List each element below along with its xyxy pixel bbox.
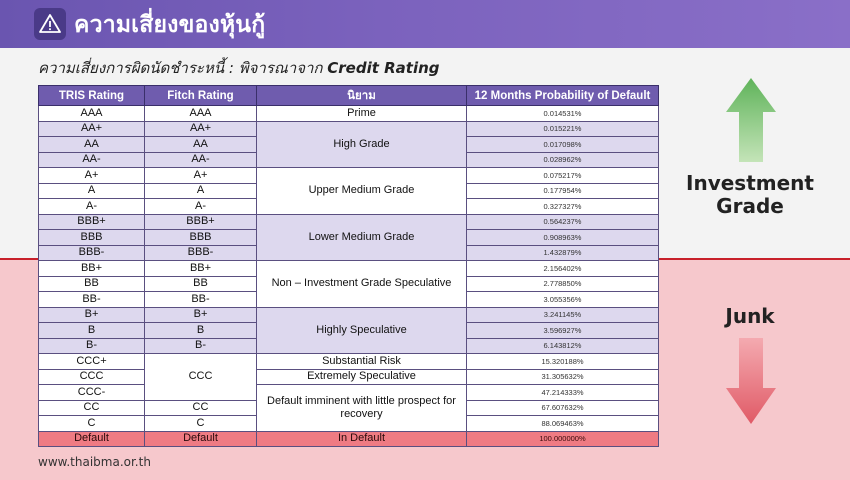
- fitch-cell: B: [145, 323, 257, 339]
- pd-cell: 0.014531%: [467, 106, 659, 122]
- fitch-cell: BB-: [145, 292, 257, 308]
- fitch-cell: BB: [145, 276, 257, 292]
- definition-upper-medium: Upper Medium Grade: [257, 168, 467, 215]
- fitch-cell: BBB-: [145, 245, 257, 261]
- pd-cell: 0.075217%: [467, 168, 659, 184]
- table-row: [39, 385, 659, 401]
- tris-cell: AAA: [39, 106, 145, 122]
- page-title: ความเสี่ยงของหุ้นกู้: [74, 12, 266, 38]
- pd-cell: 3.055356%: [467, 292, 659, 308]
- table-row: [39, 106, 659, 122]
- fitch-cell: CC: [145, 400, 257, 416]
- table-row: [39, 307, 659, 323]
- table-row: [39, 214, 659, 230]
- pd-cell: 1.432879%: [467, 245, 659, 261]
- fitch-cell: AA-: [145, 152, 257, 168]
- definition-highly-speculative: Highly Speculative: [257, 307, 467, 354]
- pd-cell: 0.017098%: [467, 137, 659, 153]
- pd-cell: 3.241145%: [467, 307, 659, 323]
- junk-label: Junk: [725, 304, 775, 328]
- tris-cell: BBB: [39, 230, 145, 246]
- fitch-cell: A-: [145, 199, 257, 215]
- pd-cell: 47.214333%: [467, 385, 659, 401]
- definition-in-default: In Default: [257, 431, 467, 447]
- table-row: [39, 261, 659, 277]
- arrow-up-icon: [726, 78, 776, 166]
- fitch-cell: A+: [145, 168, 257, 184]
- tris-cell: C: [39, 416, 145, 432]
- pd-cell: 6.143812%: [467, 338, 659, 354]
- tris-cell: Default: [39, 431, 145, 447]
- tris-cell: BB: [39, 276, 145, 292]
- tris-cell: B: [39, 323, 145, 339]
- fitch-cell: AAA: [145, 106, 257, 122]
- tris-cell: B-: [39, 338, 145, 354]
- tris-cell: CCC: [39, 369, 145, 385]
- table-header-row: [39, 86, 659, 106]
- footer-url: www.thaibma.or.th: [38, 455, 151, 469]
- fitch-cell: Default: [145, 431, 257, 447]
- header-tris-rating: TRIS Rating: [39, 86, 145, 106]
- header-definition: นิยาม: [257, 86, 467, 106]
- tris-cell: A+: [39, 168, 145, 184]
- fitch-ccc-merged: CCC: [145, 354, 257, 401]
- credit-rating-table: [38, 85, 659, 447]
- tris-cell: CCC-: [39, 385, 145, 401]
- subtitle-prefix: ความเสี่ยงการผิดนัดชำระหนี้ : พิจารณาจาก: [38, 59, 323, 77]
- definition-extremely-speculative: Extremely Speculative: [257, 369, 467, 385]
- definition-non-investment: Non – Investment Grade Speculative: [257, 261, 467, 308]
- tris-cell: CC: [39, 400, 145, 416]
- tris-cell: B+: [39, 307, 145, 323]
- definition-default-imminent: Default imminent with little prospect for recovery: [257, 385, 467, 432]
- tris-cell: BB-: [39, 292, 145, 308]
- table-row: [39, 369, 659, 385]
- header-bar: [0, 0, 850, 48]
- tris-cell: BBB+: [39, 214, 145, 230]
- header-fitch-rating: Fitch Rating: [145, 86, 257, 106]
- pd-cell: 2.778850%: [467, 276, 659, 292]
- subtitle: [38, 56, 440, 80]
- fitch-cell: C: [145, 416, 257, 432]
- tris-cell: A: [39, 183, 145, 199]
- fitch-cell: B+: [145, 307, 257, 323]
- tris-cell: AA+: [39, 121, 145, 137]
- table-row: [39, 121, 659, 137]
- fitch-cell: BBB: [145, 230, 257, 246]
- fitch-cell: BB+: [145, 261, 257, 277]
- pd-cell: 0.177954%: [467, 183, 659, 199]
- pd-cell: 0.908963%: [467, 230, 659, 246]
- arrow-down-icon: [726, 338, 776, 428]
- pd-cell: 3.596927%: [467, 323, 659, 339]
- fitch-cell: AA+: [145, 121, 257, 137]
- tris-cell: AA: [39, 137, 145, 153]
- fitch-cell: A: [145, 183, 257, 199]
- definition-lower-medium: Lower Medium Grade: [257, 214, 467, 261]
- tris-cell: A-: [39, 199, 145, 215]
- pd-cell: 31.305632%: [467, 369, 659, 385]
- tris-cell: CCC+: [39, 354, 145, 370]
- tris-cell: BB+: [39, 261, 145, 277]
- pd-cell: 100.000000%: [467, 431, 659, 447]
- pd-cell: 2.156402%: [467, 261, 659, 277]
- investment-grade-label: Investment Grade: [686, 171, 814, 218]
- definition-prime: Prime: [257, 106, 467, 122]
- pd-cell: 15.320188%: [467, 354, 659, 370]
- pd-cell: 0.028962%: [467, 152, 659, 168]
- tris-cell: AA-: [39, 152, 145, 168]
- subtitle-emphasis: Credit Rating: [327, 59, 440, 77]
- pd-cell: 0.327327%: [467, 199, 659, 215]
- fitch-cell: B-: [145, 338, 257, 354]
- pd-cell: 0.564237%: [467, 214, 659, 230]
- header-probability-default: 12 Months Probability of Default: [467, 86, 659, 106]
- warning-icon: [34, 8, 66, 40]
- definition-substantial-risk: Substantial Risk: [257, 354, 467, 370]
- table-row: [39, 354, 659, 370]
- fitch-cell: AA: [145, 137, 257, 153]
- pd-cell: 67.607632%: [467, 400, 659, 416]
- table-row: [39, 168, 659, 184]
- pd-cell: 0.015221%: [467, 121, 659, 137]
- table-row-default: [39, 431, 659, 447]
- fitch-cell: BBB+: [145, 214, 257, 230]
- pd-cell: 88.069463%: [467, 416, 659, 432]
- tris-cell: BBB-: [39, 245, 145, 261]
- definition-high-grade: High Grade: [257, 121, 467, 168]
